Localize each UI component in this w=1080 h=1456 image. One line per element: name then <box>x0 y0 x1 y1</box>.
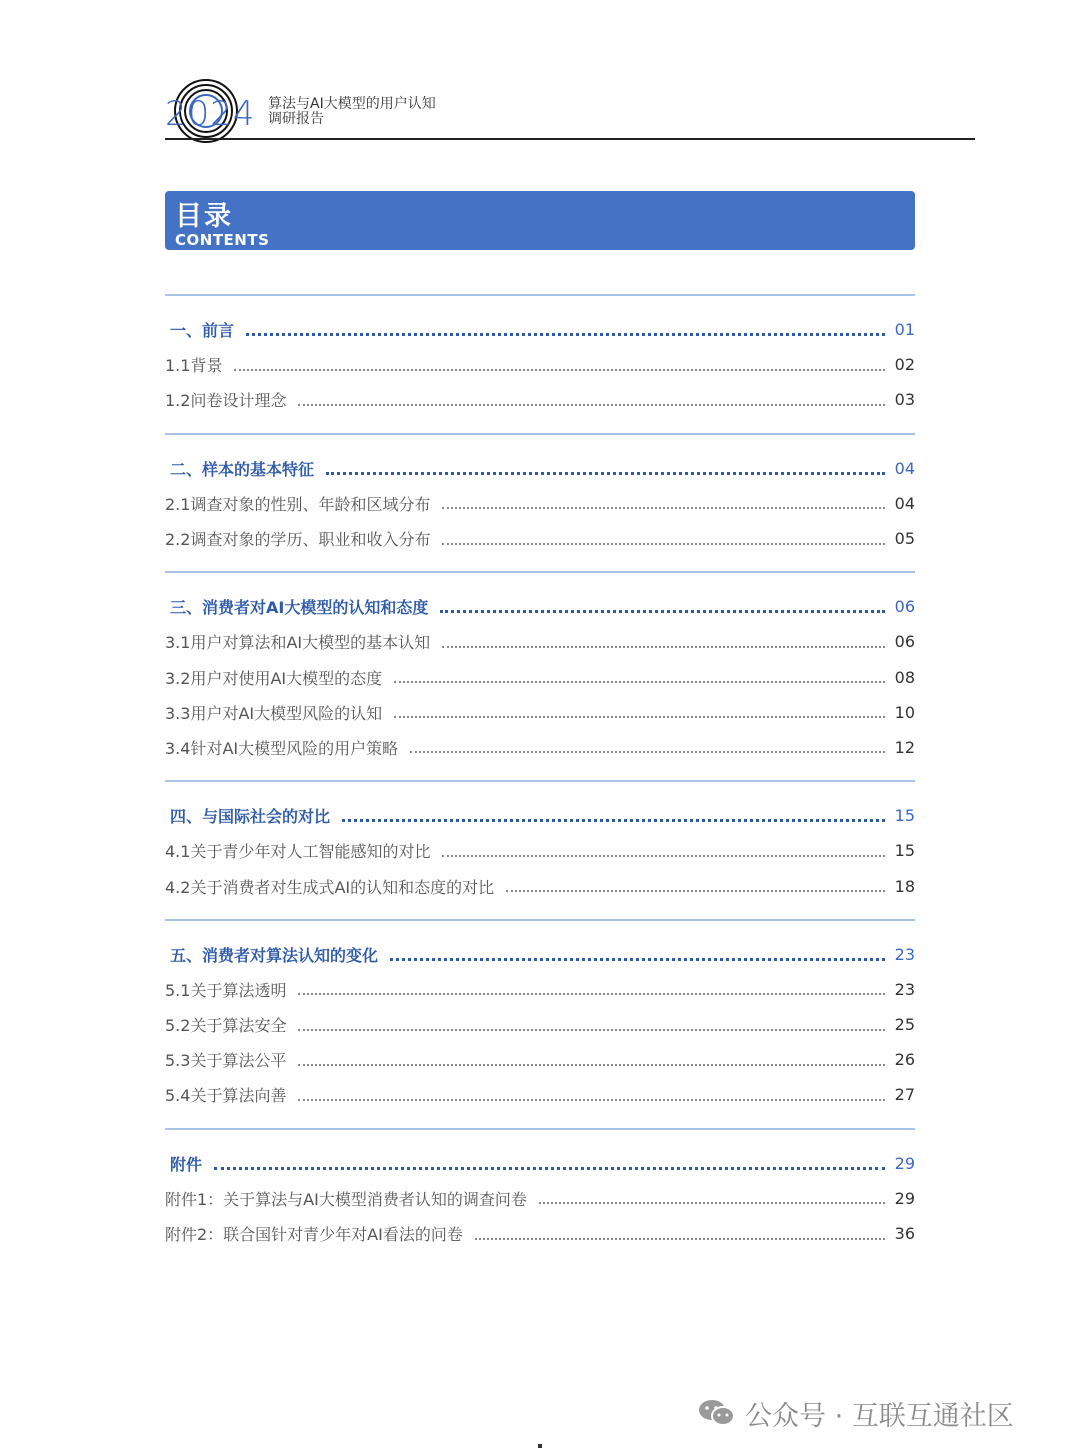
dot-leader <box>410 751 885 753</box>
dot-leader <box>442 543 885 545</box>
toc-entry[interactable] <box>165 1077 915 1112</box>
page-number: 01 <box>894 320 915 340</box>
toc-entry[interactable] <box>165 347 915 382</box>
page-number: 29 <box>894 1188 915 1208</box>
header-divider <box>165 138 975 140</box>
toc-entry[interactable] <box>165 972 915 1007</box>
page-number: 36 <box>894 1224 915 1244</box>
watermark <box>697 1393 1014 1433</box>
contents-subtitle: CONTENTS <box>175 231 270 249</box>
dot-leader <box>214 1167 885 1170</box>
toc-entry-label: 3.2用户对使用AI大模型的态度 <box>165 668 383 688</box>
toc-heading-label: 二、样本的基本特征 <box>170 459 315 479</box>
toc-entry-label: 3.3用户对AI大模型风险的认知 <box>165 703 383 723</box>
page-number: 04 <box>894 458 915 478</box>
toc-entry-label: 2.1调查对象的性别、年龄和区域分布 <box>165 494 431 514</box>
toc-entry[interactable] <box>165 1007 915 1042</box>
dot-leader <box>440 610 885 613</box>
page-marker <box>538 1444 542 1448</box>
toc-heading-label: 三、消费者对AI大模型的认知和态度 <box>170 598 429 618</box>
watermark-text: 公众号 · 互联互通社区 <box>745 1400 1014 1432</box>
toc-heading-label: 一、前言 <box>170 321 235 341</box>
page-number: 15 <box>894 806 915 826</box>
toc-entry-label: 3.4针对AI大模型风险的用户策略 <box>165 738 399 758</box>
toc-entry-label: 1.2问卷设计理念 <box>165 391 287 411</box>
toc-section <box>165 1128 915 1252</box>
dot-leader <box>506 890 885 892</box>
toc-entry[interactable] <box>165 521 915 556</box>
toc-entry[interactable] <box>165 382 915 417</box>
toc-entry-label: 4.1关于青少年对人工智能感知的对比 <box>165 842 431 862</box>
page-header <box>165 78 975 144</box>
page-number: 08 <box>894 667 915 687</box>
toc-entry[interactable] <box>165 868 915 903</box>
toc-heading-label: 四、与国际社会的对比 <box>170 807 331 827</box>
toc-heading-label: 附件 <box>170 1154 203 1174</box>
report-logo <box>165 78 265 144</box>
dot-leader <box>442 855 885 857</box>
page-number: 27 <box>894 1085 915 1105</box>
toc-entry-label: 附件1：关于算法与AI大模型消费者认知的调查问卷 <box>165 1189 527 1209</box>
dot-leader <box>246 333 885 336</box>
page-number: 23 <box>894 979 915 999</box>
dot-leader <box>298 404 885 406</box>
toc-entry-label: 4.2关于消费者对生成式AI的认知和态度的对比 <box>165 877 495 897</box>
toc-entry-label: 3.1用户对算法和AI大模型的基本认知 <box>165 633 431 653</box>
page-number: 03 <box>894 390 915 410</box>
toc-heading-label: 五、消费者对算法认知的变化 <box>170 945 379 965</box>
page-number: 29 <box>894 1153 915 1173</box>
dot-leader <box>442 507 885 509</box>
page-number: 02 <box>894 355 915 375</box>
toc-entry[interactable] <box>165 695 915 730</box>
toc-entry[interactable] <box>165 660 915 695</box>
page-number: 23 <box>894 944 915 964</box>
page-number: 18 <box>894 876 915 896</box>
toc-entry[interactable] <box>165 486 915 521</box>
toc-heading[interactable] <box>165 1146 915 1181</box>
report-year: 2024 <box>165 94 256 134</box>
report-title-line1: 算法与AI大模型的用户认知 <box>268 96 436 112</box>
toc-heading[interactable] <box>165 937 915 972</box>
report-title <box>268 97 436 127</box>
dot-leader <box>326 472 885 475</box>
page-number: 04 <box>894 493 915 513</box>
dot-leader <box>390 958 885 961</box>
report-title-line2: 调研报告 <box>268 111 324 127</box>
toc-section <box>165 433 915 557</box>
toc-entry-label: 5.2关于算法安全 <box>165 1016 287 1036</box>
toc-section <box>165 571 915 765</box>
toc-section <box>165 919 915 1113</box>
toc-entry-label: 5.3关于算法公平 <box>165 1051 287 1071</box>
toc-entry[interactable] <box>165 730 915 765</box>
toc-section <box>165 294 915 418</box>
toc-entry-label: 5.4关于算法向善 <box>165 1086 287 1106</box>
dot-leader <box>475 1238 885 1240</box>
dot-leader <box>342 819 885 822</box>
toc-entry-label: 5.1关于算法透明 <box>165 980 287 1000</box>
dot-leader <box>394 681 885 683</box>
page-number: 15 <box>894 841 915 861</box>
dot-leader <box>539 1202 885 1204</box>
contents-banner <box>165 191 915 250</box>
toc-entry-label: 附件2：联合国针对青少年对AI看法的问卷 <box>165 1225 463 1245</box>
toc-section <box>165 780 915 904</box>
dot-leader <box>298 1029 885 1031</box>
page-number: 06 <box>894 632 915 652</box>
page-number: 26 <box>894 1050 915 1070</box>
wechat-icon <box>697 1398 737 1428</box>
toc-entry[interactable] <box>165 1181 915 1216</box>
page-number: 10 <box>894 702 915 722</box>
toc-entry-label: 1.1背景 <box>165 356 223 376</box>
toc-entry[interactable] <box>165 1042 915 1077</box>
toc-heading[interactable] <box>165 798 915 833</box>
page-number: 12 <box>894 737 915 757</box>
dot-leader <box>394 716 885 718</box>
toc-entry[interactable] <box>165 1216 915 1251</box>
toc-heading[interactable] <box>165 451 915 486</box>
contents-title: 目录 <box>175 201 233 232</box>
toc-heading[interactable] <box>165 589 915 624</box>
dot-leader <box>234 369 885 371</box>
toc-entry[interactable] <box>165 624 915 659</box>
toc-entry[interactable] <box>165 833 915 868</box>
page-number: 06 <box>894 597 915 617</box>
dot-leader <box>298 1064 885 1066</box>
toc-heading[interactable] <box>165 312 915 347</box>
dot-leader <box>442 646 885 648</box>
dot-leader <box>298 1099 885 1101</box>
dot-leader <box>298 993 885 995</box>
table-of-contents <box>165 294 915 1266</box>
toc-entry-label: 2.2调查对象的学历、职业和收入分布 <box>165 530 431 550</box>
page-number: 05 <box>894 529 915 549</box>
page-number: 25 <box>894 1015 915 1035</box>
